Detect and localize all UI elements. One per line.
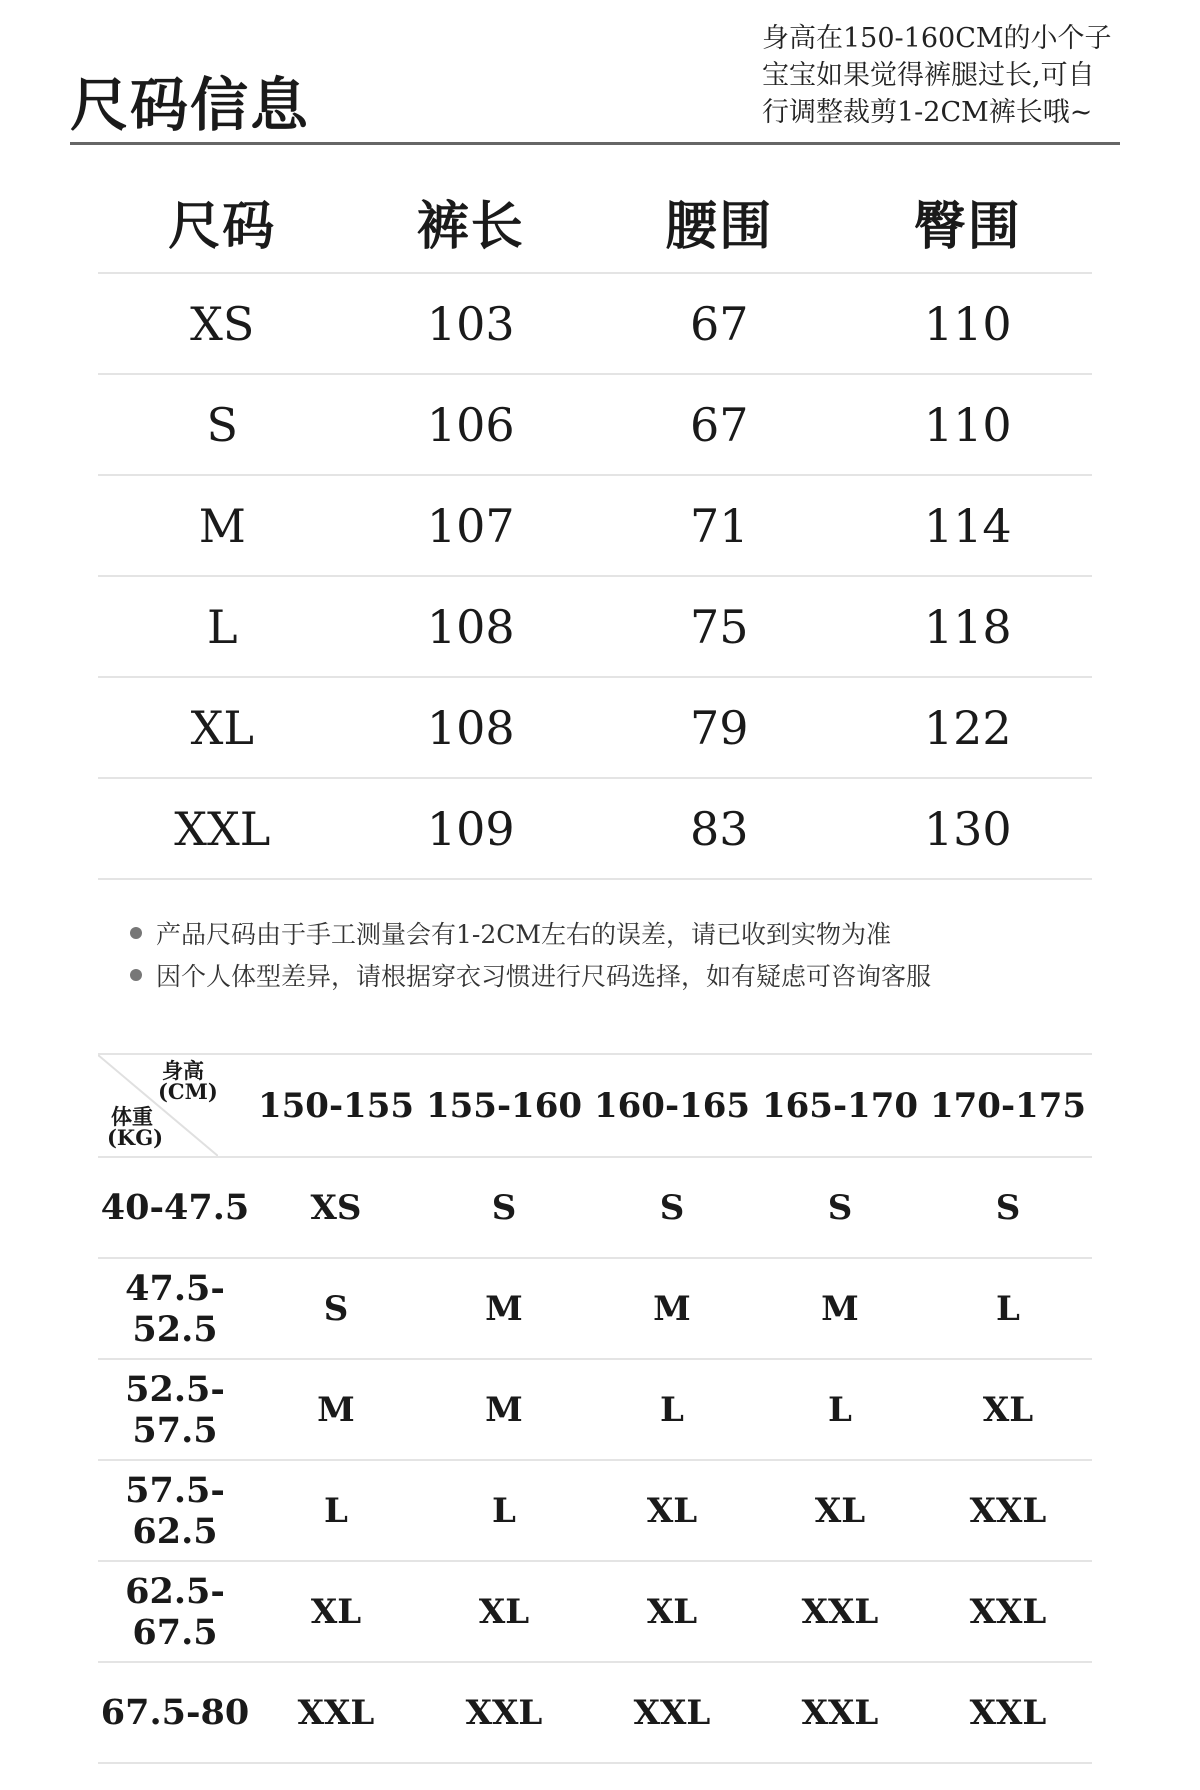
weight-cell: 47.5-52.5 (98, 1258, 252, 1359)
height-header: 165-170 (756, 1054, 924, 1157)
col-header-hip: 臀围 (844, 170, 1093, 273)
table-row (98, 1561, 1092, 1662)
bullet-icon (130, 927, 142, 939)
bullet-icon (130, 969, 142, 981)
height-header: 160-165 (588, 1054, 756, 1157)
weight-cell: 57.5-62.5 (98, 1460, 252, 1561)
size-cell: XXL (252, 1662, 420, 1763)
col-header-length: 裤长 (347, 170, 596, 273)
size-cell: XS (98, 273, 347, 374)
size-cell: S (98, 374, 347, 475)
height-unit: (CM) (158, 1079, 218, 1104)
col-header-waist: 腰围 (595, 170, 844, 273)
table-row (98, 677, 1092, 778)
hip-cell: 110 (844, 374, 1093, 475)
table-row (98, 778, 1092, 879)
corner-cell (98, 1054, 252, 1157)
length-cell: 106 (347, 374, 596, 475)
note-line: 身高在150-160CM的小个子 (762, 23, 1112, 54)
table-row (98, 1662, 1092, 1763)
page-title: 尺码信息 (70, 71, 311, 139)
size-cell: S (588, 1157, 756, 1258)
size-cell: L (924, 1258, 1092, 1359)
weight-label: 体重 (111, 1104, 153, 1129)
page-header (70, 20, 1120, 145)
length-cell: 107 (347, 475, 596, 576)
waist-cell: 83 (595, 778, 844, 879)
size-cell: XS (252, 1157, 420, 1258)
size-cell: M (756, 1258, 924, 1359)
table-row (98, 576, 1092, 677)
size-cell: XXL (588, 1662, 756, 1763)
size-cell: XL (588, 1561, 756, 1662)
weight-cell: 67.5-80 (98, 1662, 252, 1763)
size-cell: L (588, 1359, 756, 1460)
weight-cell: 52.5-57.5 (98, 1359, 252, 1460)
size-cell: XL (588, 1460, 756, 1561)
height-label: 身高 (162, 1058, 204, 1083)
height-header: 155-160 (420, 1054, 588, 1157)
note-line: 行调整裁剪1-2CM裤长哦~ (762, 97, 1093, 128)
hip-cell: 110 (844, 273, 1093, 374)
hip-cell: 114 (844, 475, 1093, 576)
size-cell: S (252, 1258, 420, 1359)
note-text: 产品尺码由于手工测量会有1-2CM左右的误差，请已收到实物为准 (156, 920, 891, 949)
size-cell: XXL (420, 1662, 588, 1763)
size-cell: XXL (924, 1662, 1092, 1763)
size-cell: M (420, 1258, 588, 1359)
size-cell: XL (756, 1460, 924, 1561)
table-row (98, 374, 1092, 475)
weight-unit: (KG) (107, 1125, 164, 1150)
table-row (98, 475, 1092, 576)
size-cell: S (420, 1157, 588, 1258)
list-item (130, 954, 931, 996)
length-cell: 108 (347, 576, 596, 677)
size-cell: M (588, 1258, 756, 1359)
length-cell: 108 (347, 677, 596, 778)
height-header: 170-175 (924, 1054, 1092, 1157)
size-table-header-row (98, 170, 1092, 273)
size-cell: XXL (924, 1460, 1092, 1561)
size-cell: M (98, 475, 347, 576)
length-note (762, 20, 1122, 131)
size-cell: XL (420, 1561, 588, 1662)
size-cell: L (420, 1460, 588, 1561)
hip-cell: 118 (844, 576, 1093, 677)
fit-table (98, 1053, 1092, 1764)
col-header-size: 尺码 (98, 170, 347, 273)
weight-cell: 40-47.5 (98, 1157, 252, 1258)
size-cell: M (420, 1359, 588, 1460)
waist-cell: 67 (595, 374, 844, 475)
table-row (98, 1157, 1092, 1258)
size-cell: L (756, 1359, 924, 1460)
size-cell: XXL (756, 1561, 924, 1662)
size-cell: XL (252, 1561, 420, 1662)
length-cell: 103 (347, 273, 596, 374)
size-cell: XXL (924, 1561, 1092, 1662)
size-cell: L (252, 1460, 420, 1561)
waist-cell: 67 (595, 273, 844, 374)
note-line: 宝宝如果觉得裤腿过长,可自 (762, 60, 1095, 91)
table-row (98, 273, 1092, 374)
list-item (130, 912, 931, 954)
table-row (98, 1460, 1092, 1561)
size-cell: L (98, 576, 347, 677)
note-text: 因个人体型差异，请根据穿衣习惯进行尺码选择，如有疑虑可咨询客服 (156, 962, 932, 991)
size-cell: S (924, 1157, 1092, 1258)
size-notes (130, 912, 931, 996)
table-row (98, 1258, 1092, 1359)
size-cell: XL (98, 677, 347, 778)
hip-cell: 130 (844, 778, 1093, 879)
table-row (98, 1359, 1092, 1460)
size-cell: XXL (756, 1662, 924, 1763)
height-header: 150-155 (252, 1054, 420, 1157)
waist-cell: 71 (595, 475, 844, 576)
size-cell: XL (924, 1359, 1092, 1460)
size-table (98, 170, 1092, 880)
waist-cell: 79 (595, 677, 844, 778)
fit-table-header-row (98, 1054, 1092, 1157)
length-cell: 109 (347, 778, 596, 879)
hip-cell: 122 (844, 677, 1093, 778)
weight-cell: 62.5-67.5 (98, 1561, 252, 1662)
size-cell: XXL (98, 778, 347, 879)
size-cell: S (756, 1157, 924, 1258)
size-cell: M (252, 1359, 420, 1460)
waist-cell: 75 (595, 576, 844, 677)
